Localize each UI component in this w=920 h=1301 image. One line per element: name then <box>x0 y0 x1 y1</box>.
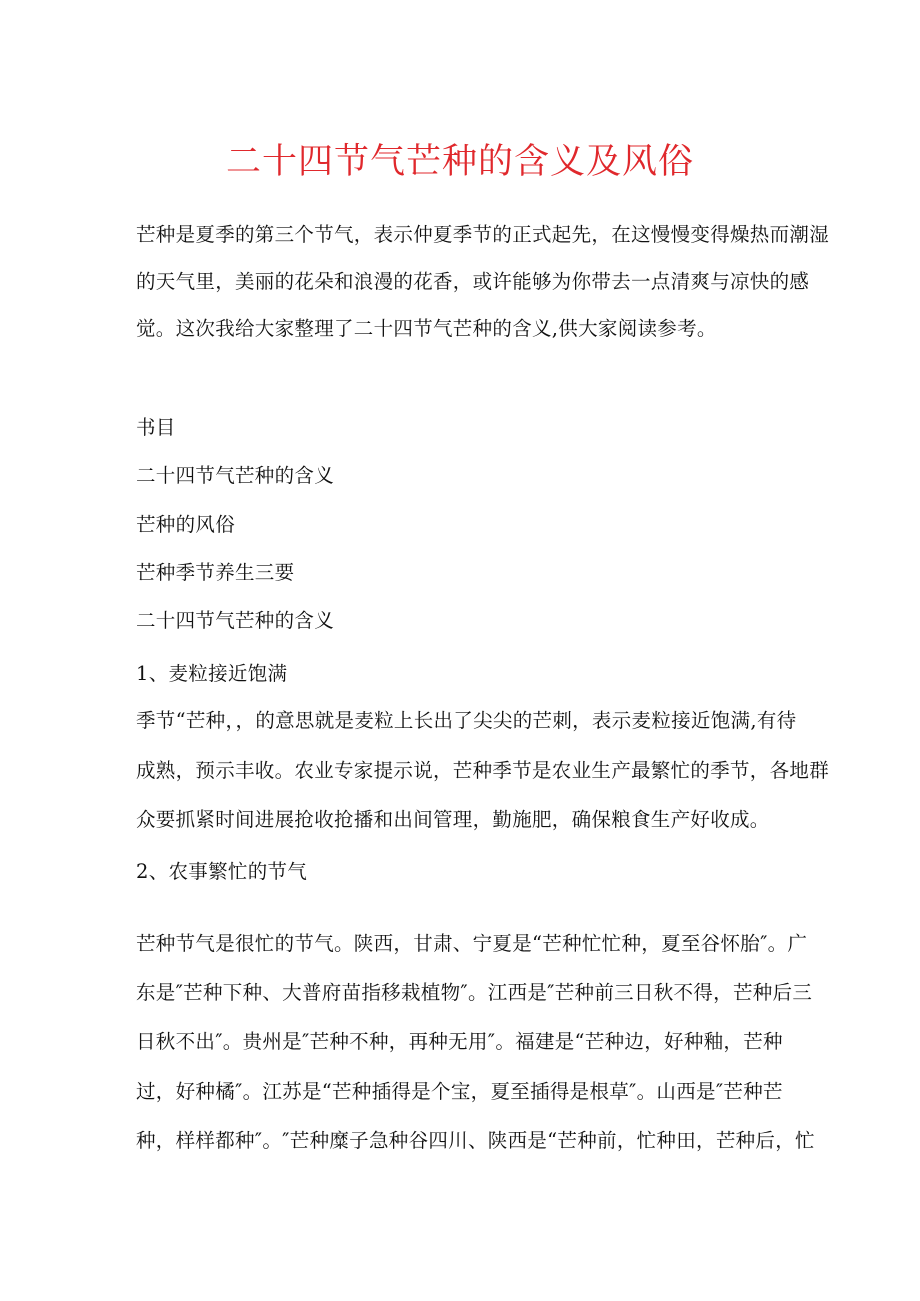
toc-item-customs[interactable]: 芒种的风俗 <box>136 513 236 536</box>
wheat-line-2: 成熟，预示丰收。农业专家提示说，芒种季节是农业生产最繁忙的季节，各地群 <box>136 759 830 782</box>
toc-item-meaning[interactable]: 二十四节气芒种的含义 <box>136 464 335 487</box>
toc-heading: 书目 <box>136 416 176 439</box>
document-title: 二十四节气芒种的含义及风俗 <box>225 142 694 182</box>
subheading-wheat: 1、麦粒接近饱满 <box>136 662 288 685</box>
intro-line-1: 芒种是夏季的第三个节气，表示仲夏季节的正式起先，在这慢慢变得燥热而潮湿 <box>136 223 830 246</box>
wheat-line-3: 众要抓紧时间进展抢收抢播和出间管理，勤施肥，确保粮食生产好收成。 <box>136 808 770 831</box>
busy-line-5: 种，样样都种″。″芒种糜子急种谷四川、陕西是“芒种前，忙种田，芒种后，忙 <box>136 1129 815 1152</box>
toc-item-health[interactable]: 芒种季节养生三要 <box>136 561 295 584</box>
intro-line-2: 的天气里，美丽的花朵和浪漫的花香，或许能够为你带去一点清爽与凉快的感 <box>136 270 810 293</box>
subheading-busy: 2、农事繁忙的节气 <box>136 860 308 883</box>
section-heading-meaning: 二十四节气芒种的含义 <box>136 609 335 632</box>
busy-line-2: 东是″芒种下种、大普府苗指移栽植物″。江西是″芒种前三日秋不得，芒种后三 <box>136 981 813 1004</box>
wheat-line-1: 季节“芒种，，的意思就是麦粒上长出了尖尖的芒刺，表示麦粒接近饱满,有待 <box>136 709 797 732</box>
busy-line-3: 日秋不出″。贵州是″芒种不种，再种无用″。福建是“芒种边，好种釉，芒种 <box>136 1030 783 1053</box>
intro-line-3: 觉。这次我给大家整理了二十四节气芒种的含义,供大家阅读参考。 <box>136 317 717 340</box>
busy-line-4: 过，好种橘″。江苏是“芒种插得是个宝，夏至插得是根草″。山西是″芒种芒 <box>136 1080 783 1103</box>
busy-line-1: 芒种节气是很忙的节气。陕西，甘肃、宁夏是“芒种忙忙种，夏至谷怀胎″。广 <box>136 932 808 955</box>
